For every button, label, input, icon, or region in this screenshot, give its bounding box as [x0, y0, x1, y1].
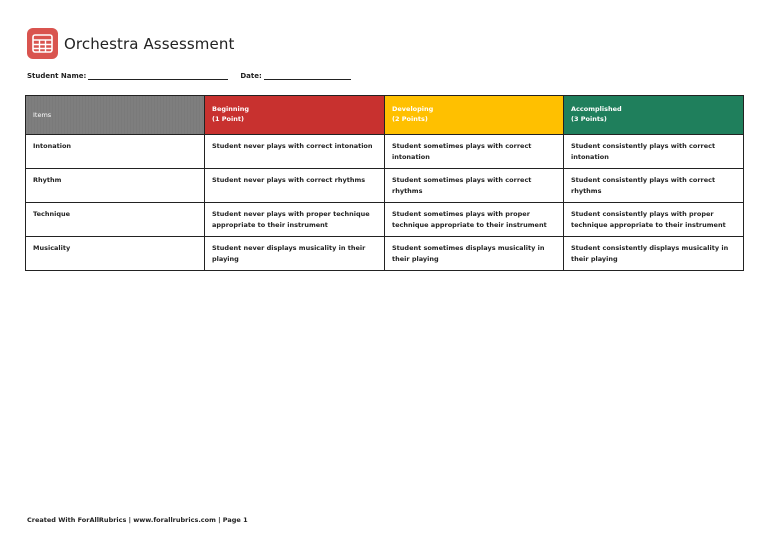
beginning-cell: Student never plays with correct rhythms [205, 169, 385, 203]
header-items-label: Items [33, 111, 52, 119]
beginning-cell: Student never displays musicality in their playing [205, 237, 385, 271]
row-item-cell: Intonation [26, 135, 205, 169]
page-title: Orchestra Assessment [64, 34, 235, 53]
accomplished-cell: Student consistently plays with correct intonation [564, 135, 744, 169]
table-row [26, 135, 744, 169]
header-items [26, 96, 205, 135]
date-field[interactable] [264, 72, 351, 80]
header-developing-label: Developing [392, 105, 434, 113]
header-beginning [205, 96, 385, 135]
header-row [26, 96, 744, 135]
table-row [26, 169, 744, 203]
header-accomplished [564, 96, 744, 135]
student-name-field[interactable] [88, 72, 228, 80]
table-row [26, 237, 744, 271]
header-accomplished-label: Accomplished [571, 105, 622, 113]
accomplished-cell: Student consistently plays with proper technique appropriate to their instrument [564, 203, 744, 237]
header-developing-points: (2 Points) [392, 115, 428, 123]
beginning-cell: Student never plays with correct intonation [205, 135, 385, 169]
student-name-label: Student Name: [27, 72, 87, 80]
row-item-cell: Technique [26, 203, 205, 237]
header-developing [385, 96, 564, 135]
accomplished-cell: Student consistently displays musicality in their playing [564, 237, 744, 271]
developing-cell: Student sometimes plays with proper technique appropriate to their instrument [385, 203, 564, 237]
document-header [27, 28, 234, 59]
table-grid-icon [27, 28, 58, 59]
developing-cell: Student sometimes displays musicality in their playing [385, 237, 564, 271]
header-beginning-points: (1 Point) [212, 115, 244, 123]
date-label: Date: [240, 72, 262, 80]
developing-cell: Student sometimes plays with correct intonation [385, 135, 564, 169]
beginning-cell: Student never plays with proper technique appropriate to their instrument [205, 203, 385, 237]
header-accomplished-points: (3 Points) [571, 115, 607, 123]
accomplished-cell: Student consistently plays with correct rhythms [564, 169, 744, 203]
table-row [26, 203, 744, 237]
page-footer: Created With ForAllRubrics | www.forallrubrics.com | Page 1 [27, 516, 248, 524]
developing-cell: Student sometimes plays with correct rhythms [385, 169, 564, 203]
row-item-cell: Rhythm [26, 169, 205, 203]
student-info [27, 72, 351, 80]
row-item-cell: Musicality [26, 237, 205, 271]
rubric-table [25, 95, 744, 271]
header-beginning-label: Beginning [212, 105, 250, 113]
